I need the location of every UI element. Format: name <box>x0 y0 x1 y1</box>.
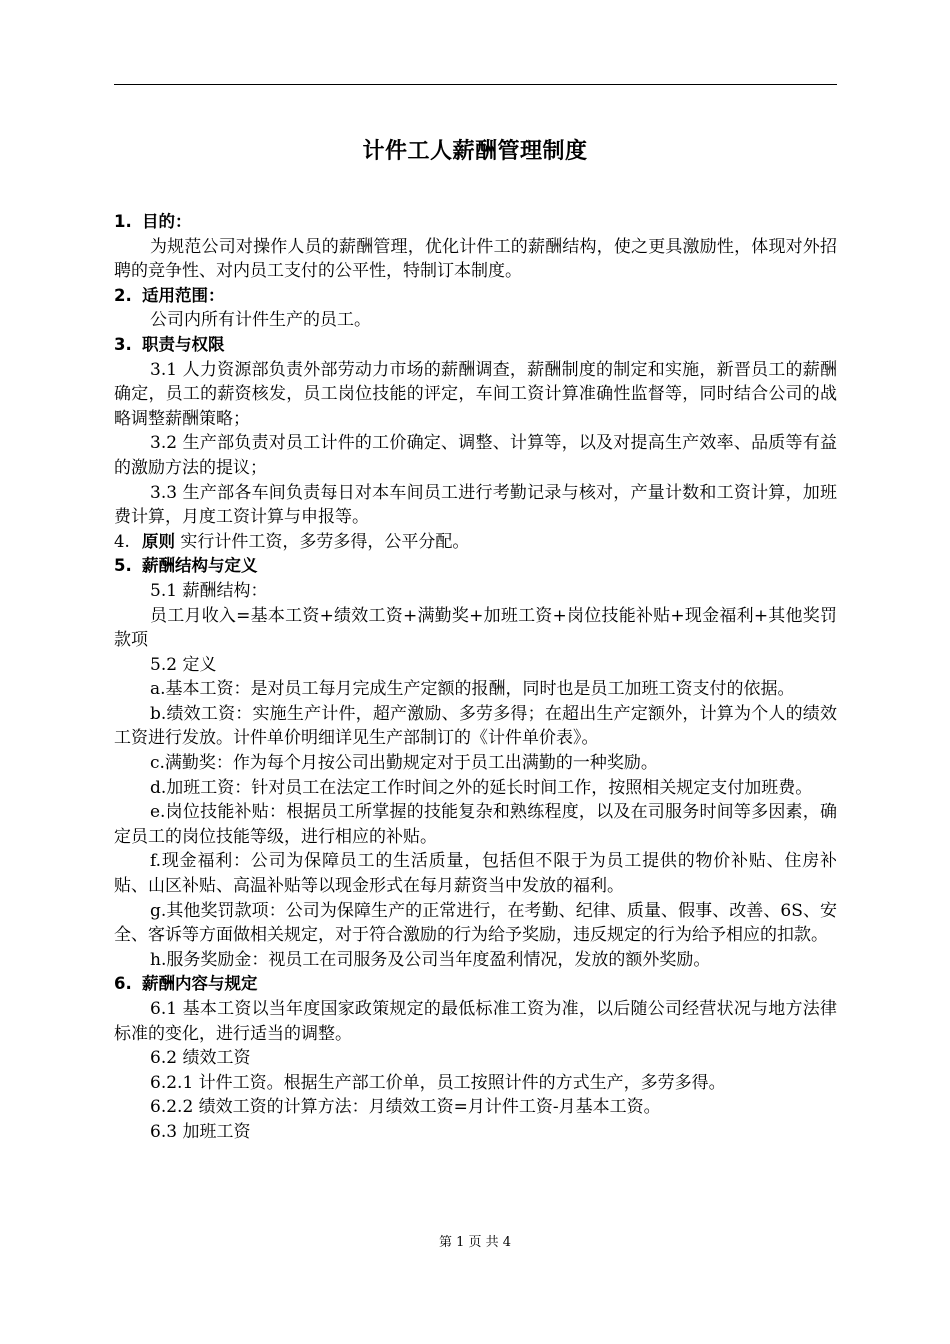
section-heading-2 <box>114 284 837 309</box>
definition-item: a.基本工资：是对员工每月完成生产定额的报酬，同时也是员工加班工资支付的依据。 <box>150 679 795 700</box>
paragraph: 公司内所有计件生产的员工。 <box>150 310 371 331</box>
section-number: 5. <box>114 556 132 576</box>
paragraph: 6.2.1 计件工资。根据生产部工价单，员工按照计件的方式生产，多劳多得。 <box>150 1072 726 1093</box>
section-title: 目的： <box>142 212 192 231</box>
section-heading-1 <box>114 210 837 235</box>
paragraph: 6.2.2 绩效工资的计算方法：月绩效工资=月计件工资-月基本工资。 <box>150 1097 661 1118</box>
definition-item: g.其他奖罚款项：公司为保障生产的正常进行，在考勤、纪律、质量、假事、改善、6S、安全、客诉等方面做相关规定，对于符合激励的行为给予奖励，违反规定的行为给予相应的扣款。 <box>114 900 837 946</box>
section-title: 适用范围： <box>142 285 225 305</box>
section-number: 4. <box>114 531 130 551</box>
section-number: 6. <box>114 974 132 994</box>
section-heading-3 <box>114 333 837 358</box>
section-number: 1. <box>114 212 132 231</box>
section-number: 3. <box>114 334 132 354</box>
definition-item: b.绩效工资：实施生产计件，超产激励、多劳多得；在超出生产定额外，计算为个人的绩效工资进行发放。计件单价明细详见生产部制订的《计件单价表》。 <box>114 703 837 749</box>
paragraph: 3.3 生产部各车间负责每日对本车间员工进行考勤记录与核对，产量计数和工资计算，加班费计算，月度工资计算与申报等。 <box>114 482 837 528</box>
section-title: 职责与权限 <box>142 334 225 354</box>
header-rule <box>114 84 837 85</box>
paragraph: 员工月收入=基本工资+绩效工资+满勤奖+加班工资+岗位技能补贴+现金福利+其他奖罚款项 <box>114 605 837 651</box>
document-title: 计件工人薪酬管理制度 <box>362 139 588 164</box>
paragraph: 3.2 生产部负责对员工计件的工价确定、调整、计算等，以及对提高生产效率、品质等有益的激励方法的提议； <box>114 433 837 478</box>
section-heading-6 <box>114 972 837 997</box>
paragraph: 3.1 人力资源部负责外部劳动力市场的薪酬调查，薪酬制度的制定和实施，新晋员工的薪酬确定，员工的薪资核发，员工岗位技能的评定，车间工资计算准确性监督等，同时结合公司的战略调整薪酬策略； <box>114 359 837 429</box>
section-inline-text: 实行计件工资，多劳多得，公平分配。 <box>180 531 470 552</box>
section-number: 2. <box>114 285 132 305</box>
paragraph: 为规范公司对操作人员的薪酬管理，优化计件工的薪酬结构，使之更具激励性，体现对外招聘的竞争性、对内员工支付的公平性，特制订本制度。 <box>114 236 837 282</box>
paragraph: 5.1 薪酬结构： <box>150 580 268 601</box>
paragraph: 6.1 基本工资以当年度国家政策规定的最低标准工资为准，以后随公司经营状况与地方法律标准的变化，进行适当的调整。 <box>114 999 837 1044</box>
definition-item: e.岗位技能补贴：根据员工所掌握的技能复杂和熟练程度，以及在司服务时间等多因素，确定员工的岗位技能等级，进行相应的补贴。 <box>114 802 837 847</box>
section-heading-5 <box>114 554 837 579</box>
section-title: 薪酬内容与规定 <box>142 974 258 994</box>
page-footer: 第 1 页 共 4 <box>438 1235 512 1250</box>
section-heading-4 <box>114 530 837 555</box>
paragraph: 6.2 绩效工资 <box>150 1048 251 1069</box>
definition-item: d.加班工资：针对员工在法定工作时间之外的延长时间工作，按照相关规定支付加班费。 <box>150 777 813 798</box>
section-title: 原则 <box>142 531 175 551</box>
section-title: 薪酬结构与定义 <box>142 556 258 576</box>
paragraph: 6.3 加班工资 <box>150 1121 251 1142</box>
document-body <box>114 210 837 1145</box>
definition-item: f.现金福利：公司为保障员工的生活质量，包括但不限于为员工提供的物价补贴、住房补贴、山区补贴、高温补贴等以现金形式在每月薪资当中发放的福利。 <box>114 851 837 897</box>
paragraph: 5.2 定义 <box>150 654 217 675</box>
definition-item: h.服务奖励金：视员工在司服务及公司当年度盈利情况，发放的额外奖励。 <box>150 949 711 970</box>
definition-item: c.满勤奖：作为每个月按公司出勤规定对于员工出满勤的一种奖励。 <box>150 753 658 774</box>
